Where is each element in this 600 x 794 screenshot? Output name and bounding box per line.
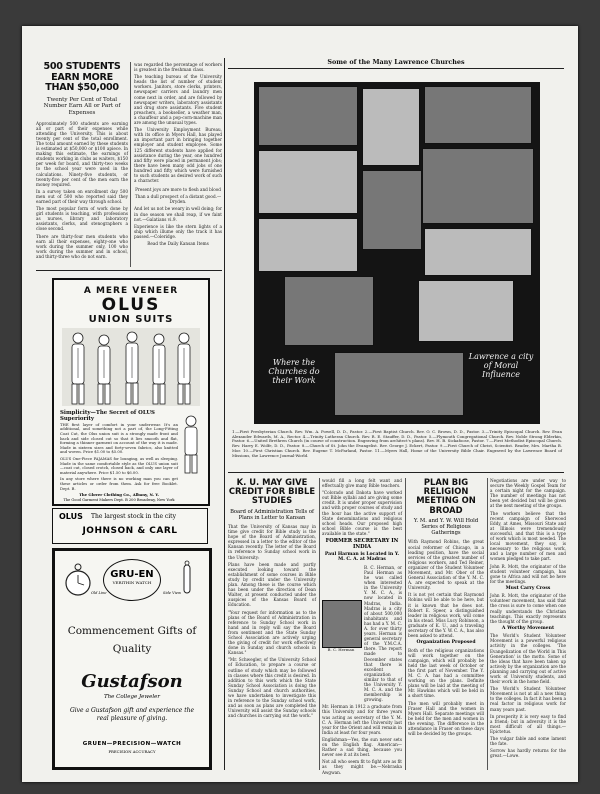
secretary-para: would fill a long felt want and effectually give many Bible teachers. — [322, 478, 402, 489]
olus-store-name: JOHNSON & CARL — [82, 526, 178, 536]
gruen-seal — [103, 559, 161, 601]
students-article — [36, 62, 128, 270]
olus-maker: The Glover Clothing Co., Albany, N. Y. — [79, 492, 159, 498]
olus-store-ad — [52, 508, 208, 544]
students-para: The most popular form of work done by girl students is teaching, with professions as nurses, library and laboratory assistants, clerks, and stenographers a close second. — [36, 206, 128, 232]
church-photo-8 — [424, 228, 532, 276]
churches-caption: 1.—First Presbyterian Church. Rev. Wm. A. Powell, D. D., Pastor. 2.—First Baptist Church. Rev. O. C. Brown, D. D., Pastor. 3.—Trinity Episcopal Church. Rev. Evan Alexander Edwards, M. A., Rector. 4.—Trinity Lutheran Church. Rev. R. E. Stauffer, D. D., Pastor. 5.—Plymouth Congregational Church. Rev. Noble Strong Elderkin, Pastor. 6.—United Brethren Church (in course of construction. Engraving from architect's plans). Rev. H. B. Sickafoose, Pastor. 7.—First Methodist Episcopal Church. Rev. Harry E. Wolfe, D. D., Pastor. 8.—Church of St. John the Evangelist. Rev. George J. Eckert, Pastor. 9.—First Church of Christ, Scientist. Reader, Mrs. Martha B. Mor. 10.—First Christian Church. Rev. Eugene T. McFarland, Pastor. 11.—Myers Hall, Home of the University Bible Chair. Engraved by the Lawrence Board of Missions, the Lawrence Journal-World. — [232, 429, 562, 458]
employment-article — [134, 62, 222, 270]
gruen-tag-left: Old Line — [91, 591, 107, 595]
church-photo-10 — [418, 280, 514, 342]
meeting-para: The men will probably meet in Fraser Hall and the women in Myers Hall. Separate meetings will be held for the men and women in the evening. The difference in the attendance in Fraser on these days will be decided by the groups. — [408, 700, 484, 737]
students-para: There are thirty-four men students who earn all their expenses, eighty-one who work during the summer only, 100 who work during the summer and in school, and thirty-three who do not earn. — [36, 233, 128, 259]
volunteer-para: The workers believe that the recent campaign of Sherwood Eddy, at Ames, Missouri State and at Illinois were tremendously successful, and that this is a type of work which is most needed. The local movement, they say, is necessary to the religious work, and a large number of men and women pledged to take part. — [490, 510, 566, 562]
gustafson-ad — [52, 548, 212, 770]
bible-para: Plans have been made and partly executed looking toward the establishment of some courses in Bible study by credit under the University plan. Among these is the course which has been under the direction of Dean Walter, at present conducted under the auspices of the Kansas Board of Education. — [228, 561, 316, 608]
church-photo-4 — [258, 150, 358, 214]
olus-figure-side — [180, 414, 202, 474]
olus-brand: OLUS — [101, 295, 161, 315]
volunteer-subhead: A Worthy Movement — [501, 625, 555, 631]
olus-figures-illustration — [62, 328, 200, 406]
bible-para: "Your request for information as to the plans of the Board of Administration in reference to Sunday School work in hand and in reply will say the Board from sentiment and the State Sunday School Association are actively urging the giving of credit for work effectively done in Sunday and church schools in Kansas." — [228, 609, 316, 656]
bible-para: "Mr. Schwegler, of the University School of Education, to prepare a course or outline of study which may be followed in classes where this credit is desired. In addition to this work which the State Sunday School Association is doing the Sunday School and church authorities, we have undertaken to investigate this in reference to the Sunday school work, and as soon as plans are completed the University will assist the Sunday schools and churches in carrying out the work." — [228, 657, 316, 719]
olus-text-block — [60, 410, 178, 502]
quote-line: And let us not be weary in well doing; for in due season we shall reap, if we faint not.—Galatians vi.9. — [134, 206, 222, 222]
churches-title: Some of the Many Lawrence Churches — [327, 58, 465, 66]
secretary-deck: Paul Harman is Located in Y. M. C. A. at Madras — [324, 552, 400, 563]
gustafson-footer-sub: PRECISION ACCURACY — [108, 749, 156, 754]
volunteer-para: The World's Student Volunteer Movement is a powerful religious activity in the colleges. 'The Evangelization of the World in This Generation' is the motto. Some of the ideas that have been taken up actively by the organization are the planning and carrying out of active work of University students, and their work in the home field. — [490, 633, 566, 685]
olus-note: In any store where there is no working man you can get these articles or order from them. Ask for free Booklet. Dept. B. — [60, 476, 178, 491]
olus-tagline: A MERE VENEER — [83, 286, 179, 296]
bible-headline: K. U. MAY GIVE CREDIT FOR BIBLE STUDIES — [228, 477, 316, 506]
olus-maker-address: The Good Garment Makers Dept. B 200 Broadway, New York — [63, 497, 175, 502]
olus-suits-ad — [52, 278, 210, 506]
students-para: In a survey taken on enrollment day 500 men out of 500 who reported said they earned part of their way through school. — [36, 188, 128, 204]
church-photo-2 — [362, 88, 420, 166]
secretary-quote: Not all who seem fit to fight are as fit as they might be.—Nebraska Awgwan. — [322, 759, 402, 775]
bible-deck: Board of Administration Tells of Plans in Letter to Kansan — [230, 508, 314, 521]
olus-slogan: Simplicity—The Secret of OLUS Superiority — [60, 410, 155, 423]
secretary-headline: FORMER SECRETARY IN INDIA — [325, 538, 399, 551]
olus-note: OLUS One-Piece PAJAMAS for lounging, as well as sleeping. Made in the same comfortable style as the OLUS union suit—coat cut, closed crotch, closed back, and only one layer of material anywhere. Price $1.50 to $6.00. — [60, 455, 178, 475]
gruen-seal-sub: VERITHIN WATCH — [112, 580, 152, 585]
quote-line: Read the Daily Kansan Items — [147, 241, 209, 246]
meeting-para: Both of the religious organizations will work together on the campaign, which will probably be held the last week of October or the first part of November. The Y. M. C. A. has had a committee working on the plans. Definite plans will be laid at the meeting of Mr. Hawkins which will be held in a short time. — [408, 647, 484, 699]
volunteer-para: The vulgar fable and some lament the fate. — [490, 736, 566, 747]
gustafson-tagline: Give a Gustafson gift and experience the real pleasure of giving. — [69, 707, 195, 722]
meeting-subhead: Organization Proposed — [416, 640, 476, 646]
church-photo-3 — [424, 86, 532, 144]
olus-product: UNION SUITS — [88, 314, 174, 325]
meeting-para: With Raymond Robins, the great social reformer of Chicago, in a leading position, have the social services of the greatest number of religious workers, and Ted Reiner, organizer of the Student Volunteer Movement, and Mr. Ober of the General Association of the Y. M. C. A. are expected to speak at the University. — [408, 539, 484, 591]
gustafson-headline-quality: Quality — [112, 643, 152, 655]
thin-watch-side-icon — [181, 561, 193, 597]
bible-para: That the University of Kansas may in time give credit for Bible study is the hope of the Board of Administration, expressed in a letter to the editor of the Kansan recently. The letter of the Board in reference to Sunday school work in the University: — [228, 524, 316, 560]
church-photo-1 — [258, 86, 358, 146]
secretary-para: B. C. Herman, or Paul Herman as he was called when interested in the University Y. M. C. A., is now located in Madras, India. Madras is a city of about 500,000 inhabitants and has had a Y. M. C. A. for over thirty years. Herman is general secretary of the Y.M.C.A. there. The report made to December states that there is excellent organization similar to that of the University Y. M. C. A. and the membership is growing. — [364, 564, 402, 703]
olus-store-line: The largest stock in the city — [91, 513, 176, 520]
column-rule — [224, 58, 225, 770]
bible-article — [228, 478, 316, 770]
gustafson-logo: Gustafson — [81, 671, 183, 692]
column-rule — [319, 478, 320, 770]
meeting-article — [408, 478, 484, 770]
gustafson-headline: Commencement Gifts of — [67, 625, 197, 637]
church-photo-11 — [334, 352, 464, 416]
herman-portrait-caption: B. C. Herman — [327, 647, 355, 652]
secretary-para: Englishman—Yes, the sun never sets on the English flag. American—Rather a sad thing, because you never see it at its best. — [322, 736, 402, 758]
volunteer-para: John R. Mott, the originator of the volunteer movement, has said that the cross is sure to come when one really understands the Christian teachings. This exactly represents the thought of the group. — [490, 593, 566, 624]
volunteer-subhead: Must Carry Cross — [505, 585, 551, 591]
volunteer-para: Sorrow has hardly returns for the great.—Lowe. — [490, 748, 566, 759]
pocket-watch-icon — [65, 563, 91, 597]
students-deck: Twenty Per Cent of Total Number Earn All or Part of Expenses — [43, 96, 121, 116]
employment-para: was regarded the percentage of workers is greatest in the freshman class. — [134, 62, 222, 73]
olus-body: THE first layer of comfort in your underwear. It's an additional, and something not a part of, the Long-Fitting Coat Cut, the Olus union suit is a strongly made front and back and side closed cut so that it lies smooth and flat, forming a thinner garment on account of the way it is made. Made in sixteen sizes and forty-seven fabrics, also knitted and woven. Price $1.00 to $5.00. — [60, 421, 178, 455]
volunteer-para: Negotiations are under way to secure the Weekly Gospel Team for a certain night for the campaign. The number of meetings has not been yet decided but will be given at the next meeting of the groups. — [490, 478, 566, 509]
olus-store-brand: OLUS — [59, 512, 83, 521]
secretary-para: "Colorado and Dakota have worked out Bible syllabi and are giving some credit. It is under proper supervision and with proper courses of study and the hour has the active support of State denominations and religious school heads. Our proposed high school Bible course is the best available in the state." — [322, 490, 402, 536]
section-rule — [228, 472, 564, 473]
quote-line: Experience is like the stern lights of a ship which illume only the track it has passed.—Coleridge. — [134, 223, 222, 239]
churches-photo-spread — [254, 82, 540, 424]
column-rule — [405, 478, 406, 770]
column-rule — [487, 478, 488, 770]
volunteer-para: John R. Mott, the originator of the student volunteer campaign, has gone to Africa and will not be here for the meetings. — [490, 563, 566, 584]
volunteer-para: The World's Student Volunteer Movement is not at all a new thing to the colleges. In fact it has been a real factor in religious work for many years past. — [490, 686, 566, 712]
meeting-deck: Y. M. and Y. W. Will Hold Series of Religious Gatherings — [413, 517, 479, 537]
gustafson-footer: GRUEN—PRECISION—WATCH — [82, 741, 182, 747]
secretary-para: Mr. Herman in 1912 a graduate from this University and for three years was acting as secretary of the Y. M. C. A. Herman left the University last year for the Orient and will remain in India at least for four years. — [322, 704, 402, 735]
section-rule — [228, 68, 564, 69]
church-photo-9 — [284, 276, 374, 346]
quote-line: Than a dull prospect of a distant good.—Dryden. — [134, 194, 222, 205]
gruen-tag-right: Side View — [163, 591, 182, 595]
churches-motto-right: Lawrence a city of Moral Influence — [468, 352, 534, 379]
gustafson-sub: The College Jeweler — [103, 694, 161, 700]
church-photo-5 — [422, 148, 534, 224]
volunteer-article — [490, 478, 566, 770]
church-photo-7 — [362, 170, 422, 250]
gruen-seal-brand: GRU-EN — [110, 569, 154, 580]
volunteer-para: In prosperity it is very easy to find a friend; but in adversity it is the most difficult of all things.—Epictetus. — [490, 713, 566, 734]
newspaper-page — [22, 26, 578, 782]
church-photo-6 — [258, 218, 358, 272]
employment-para: The University Employment Bureau, with its office in Myers Hall, has played an important part in bringing together employer and student employee. Some 125 different students have applied for assistance during the year, one hundred and fifty were placed in permanent jobs; there have been many odd jobs of one hundred and fifty which were furnished to such students as desired work of such a character. — [134, 127, 222, 184]
employment-para: The teaching bureau of the University heads the list of number of student workers. Janitors, store clerks, printers, newspaper carriers and laundry men come next in order, and are followed by newspaper writers, laboratory assistants and drug store assistants. Five student preachers, a bookseller, a weather man, a chauffeur and a pop-corn-machine man are among the unusual types. — [134, 74, 222, 126]
churches-motto-left: Where the Churches do their Work — [268, 358, 320, 385]
section-rule — [36, 270, 222, 271]
meeting-headline: PLAN BIG RELIGION MEETING ON BROAD — [416, 477, 476, 515]
quote-line: Present joys are more to flesh and blood — [135, 187, 221, 193]
students-para: Approximately 500 students are earning all or part of their expenses while attending the University. This is about twenty per cent of the total enrollment. The total amount earned by these students is estimated at $50,000 or $100 apiece. In making this estimate, the earnings of students working in clubs as waiters, $150 per week for board, and thirty-two weeks to the school year were used in the calculations. Ninety-five students, or twenty-five per cent of the men earn the money required. — [36, 120, 128, 187]
column-rule — [130, 62, 131, 267]
students-headline: 500 STUDENTS EARN MORE THAN $50,000 — [43, 61, 121, 94]
meeting-para: It is not yet certain that Raymond Robins will be able to be here, but it is known that he does not. Robert E. Speer, a distinguished leader in religious work, will come in his stead. Miss Lucy Robinson, a graduate of K. U., and a traveling secretary of the Y. W. C. A., has also been asked to attend. — [408, 592, 484, 639]
herman-portrait-photo — [322, 600, 362, 648]
